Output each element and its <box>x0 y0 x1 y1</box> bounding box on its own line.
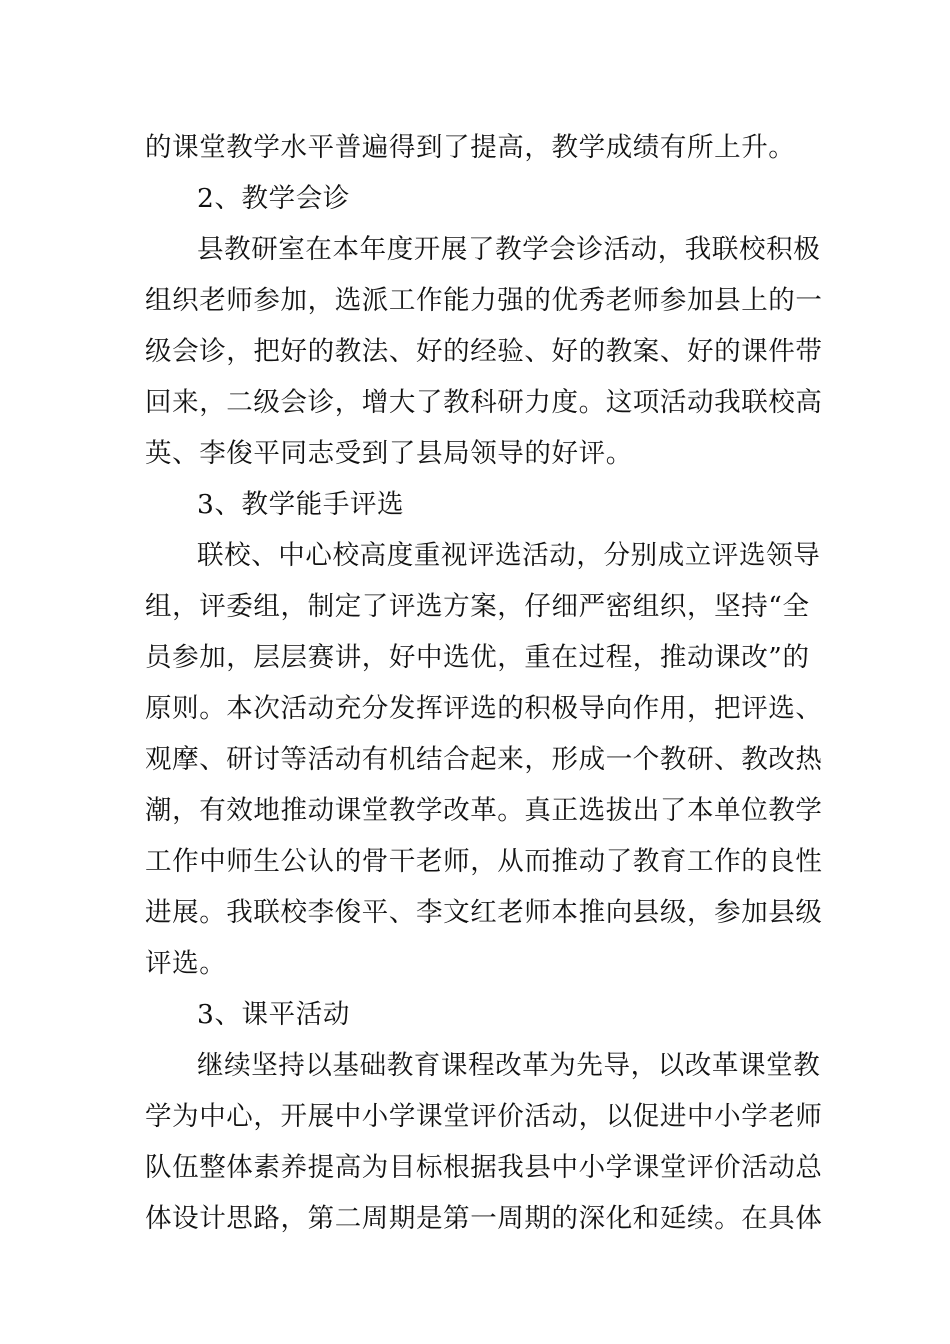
paragraph-first-line: 继续坚持以基础教育课程改革为先导，以改革课堂教 <box>197 1050 821 1081</box>
section-heading-class-evaluation: 3、课平活动 <box>197 999 350 1030</box>
section-heading-teaching-consultation: 2、教学会诊 <box>197 183 350 214</box>
body-text-line: 潮，有效地推动课堂教学改革。真正选拔出了本单位教学 <box>145 795 823 826</box>
body-text-line: 回来，二级会诊，增大了教科研力度。这项活动我联校高 <box>145 387 823 418</box>
body-text-line: 级会诊，把好的教法、好的经验、好的教案、好的课件带 <box>145 336 823 367</box>
body-text-line: 工作中师生公认的骨干老师，从而推动了教育工作的良性 <box>145 846 823 877</box>
body-text-line: 组织老师参加，选派工作能力强的优秀老师参加县上的一 <box>145 285 823 316</box>
body-text-line: 队伍整体素养提高为目标根据我县中小学课堂评价活动总 <box>145 1152 823 1183</box>
section-heading-teaching-expert-selection: 3、教学能手评选 <box>197 489 405 520</box>
body-text-line: 英、李俊平同志受到了县局领导的好评。 <box>145 438 633 469</box>
body-text-line: 体设计思路，第二周期是第一周期的深化和延续。在具体 <box>145 1203 823 1234</box>
body-text-line: 员参加，层层赛讲，好中选优，重在过程，推动课改”的 <box>145 642 810 673</box>
paragraph-first-line: 县教研室在本年度开展了教学会诊活动，我联校积极 <box>197 234 821 265</box>
body-text-line: 观摩、研讨等活动有机结合起来，形成一个教研、教改热 <box>145 744 823 775</box>
body-text-line: 组，评委组，制定了评选方案，仔细严密组织，坚持“全 <box>145 591 810 622</box>
body-text-line: 评选。 <box>145 948 227 979</box>
body-text-line: 的课堂教学水平普遍得到了提高，教学成绩有所上升。 <box>145 132 796 163</box>
body-text-line: 进展。我联校李俊平、李文红老师本推向县级，参加县级 <box>145 897 823 928</box>
body-text-line: 原则。本次活动充分发挥评选的积极导向作用，把评选、 <box>145 693 823 724</box>
paragraph-first-line: 联校、中心校高度重视评选活动，分别成立评选领导 <box>197 540 821 571</box>
body-text-line: 学为中心，开展中小学课堂评价活动，以促进中小学老师 <box>145 1101 823 1132</box>
